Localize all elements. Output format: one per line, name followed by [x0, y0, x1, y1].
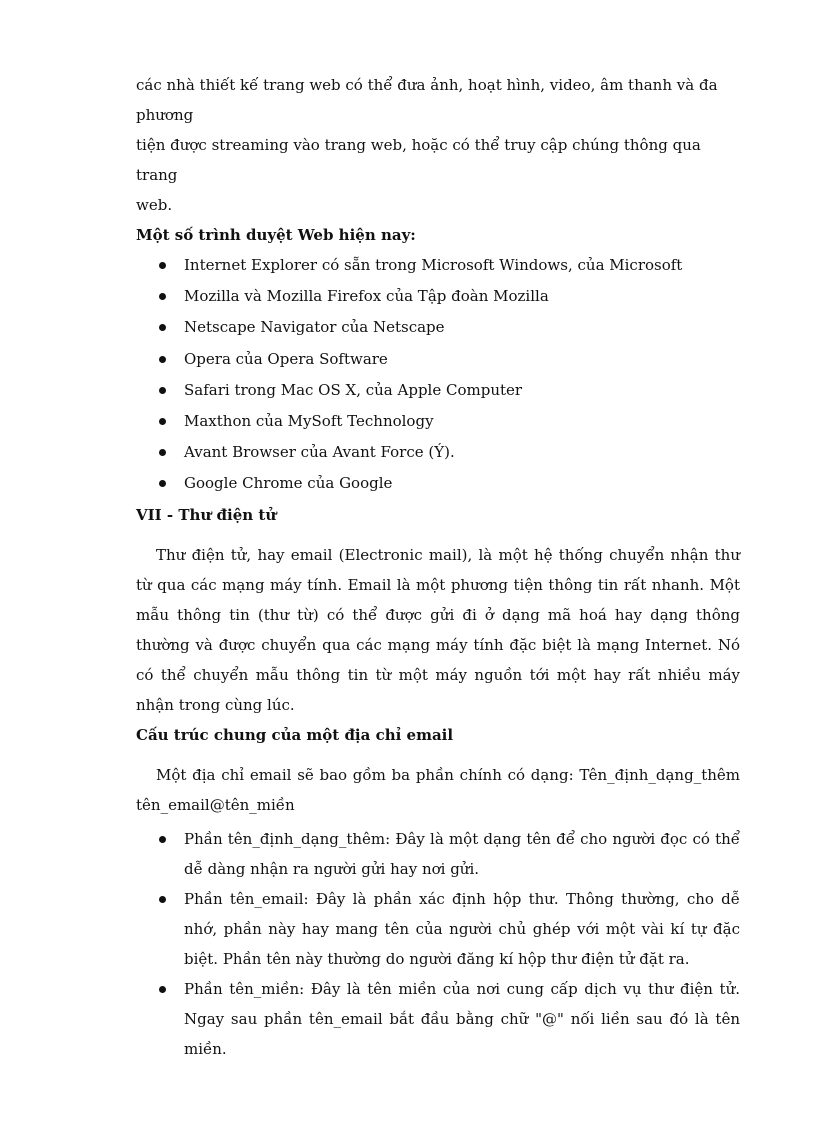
document-page [136, 70, 740, 1064]
bullet-icon [159, 387, 166, 394]
intro-paragraph [136, 70, 740, 220]
list-item [136, 375, 740, 406]
list-item-text: Internet Explorer có sẵn trong Microsoft Windows, của Microsoft [184, 256, 683, 274]
structure-paragraph: Một địa chỉ email sẽ bao gồm ba phần chính có dạng: Tên_định_dạng_thêm tên_email@tên_miền [136, 765, 740, 814]
list-item [136, 250, 740, 281]
intro-line-3: web. [136, 196, 173, 214]
intro-line-1: các nhà thiết kế trang web có thể đưa ảnh, hoạt hình, video, âm thanh và đa phương [136, 76, 718, 124]
list-item-text: Opera của Opera Software [184, 349, 388, 368]
list-item [136, 312, 740, 343]
list-item [136, 824, 740, 884]
list-item [136, 281, 740, 312]
browsers-heading: Một số trình duyệt Web hiện nay: [136, 226, 416, 244]
email-parts-list [136, 824, 740, 1064]
email-paragraph: Thư điện tử, hay email (Electronic mail), là một hệ thống chuyển nhận thư từ qua các mạng máy tính. Email là một phương tiện thông tin rất nhanh. Một mẫu thông tin (thư từ) có thể được gửi đi ở dạng mã hoá hay dạng thông thường và được chuyển qua các mạng máy tính đặc biệt là mạng Internet. Nó có thể chuyển mẫu thông tin từ một máy nguồn tới một hay rất nhiều máy nhận trong cùng lúc. [136, 545, 740, 714]
list-item-text: Phần tên_định_dạng_thêm: Đây là một dạng tên để cho người đọc có thể dễ dàng nhận ra người gửi hay nơi gửi. [184, 829, 740, 878]
bullet-icon [159, 293, 166, 300]
list-item [136, 884, 740, 974]
list-item-text: Maxthon của MySoft Technology [184, 412, 434, 431]
list-item-text: Phần tên_email: Đây là phần xác định hộp thư. Thông thường, cho dễ nhớ, phần này hay mang tên của người chủ ghép với một vài kí tự đặc biệt. Phần tên này thường do người đăng kí hộp thư điện tử đặt ra. [184, 889, 740, 968]
list-item [136, 344, 740, 375]
bullet-icon [159, 986, 166, 993]
bullet-icon [159, 356, 166, 363]
browser-list [136, 250, 740, 500]
list-item-text: Safari trong Mac OS X, của Apple Computer [184, 380, 523, 399]
structure-heading: Cấu trúc chung của một địa chỉ email [136, 725, 454, 744]
list-item-text: Phần tên_miền: Đây là tên miền của nơi cung cấp dịch vụ thư điện tử. Ngay sau phần tên_email bắt đầu bằng chữ "@" nối liền sau đó là tên miền. [184, 979, 740, 1058]
bullet-icon [159, 480, 166, 487]
list-item [136, 437, 740, 468]
list-item [136, 406, 740, 437]
bullet-icon [159, 896, 166, 903]
list-item [136, 974, 740, 1064]
list-item-text: Netscape Navigator của Netscape [184, 318, 445, 337]
intro-line-2: tiện được streaming vào trang web, hoặc có thể truy cập chúng thông qua trang [136, 136, 701, 184]
list-item-text: Google Chrome của Google [184, 474, 393, 493]
list-item [136, 468, 740, 499]
bullet-icon [159, 836, 166, 843]
list-item-text: Mozilla và Mozilla Firefox của Tập đoàn Mozilla [184, 287, 549, 306]
list-item-text: Avant Browser của Avant Force (Ý). [184, 443, 455, 462]
bullet-icon [159, 418, 166, 425]
bullet-icon [159, 324, 166, 331]
email-section-heading: VII - Thư điện tử [136, 505, 277, 524]
bullet-icon [159, 449, 166, 456]
bullet-icon [159, 262, 166, 269]
